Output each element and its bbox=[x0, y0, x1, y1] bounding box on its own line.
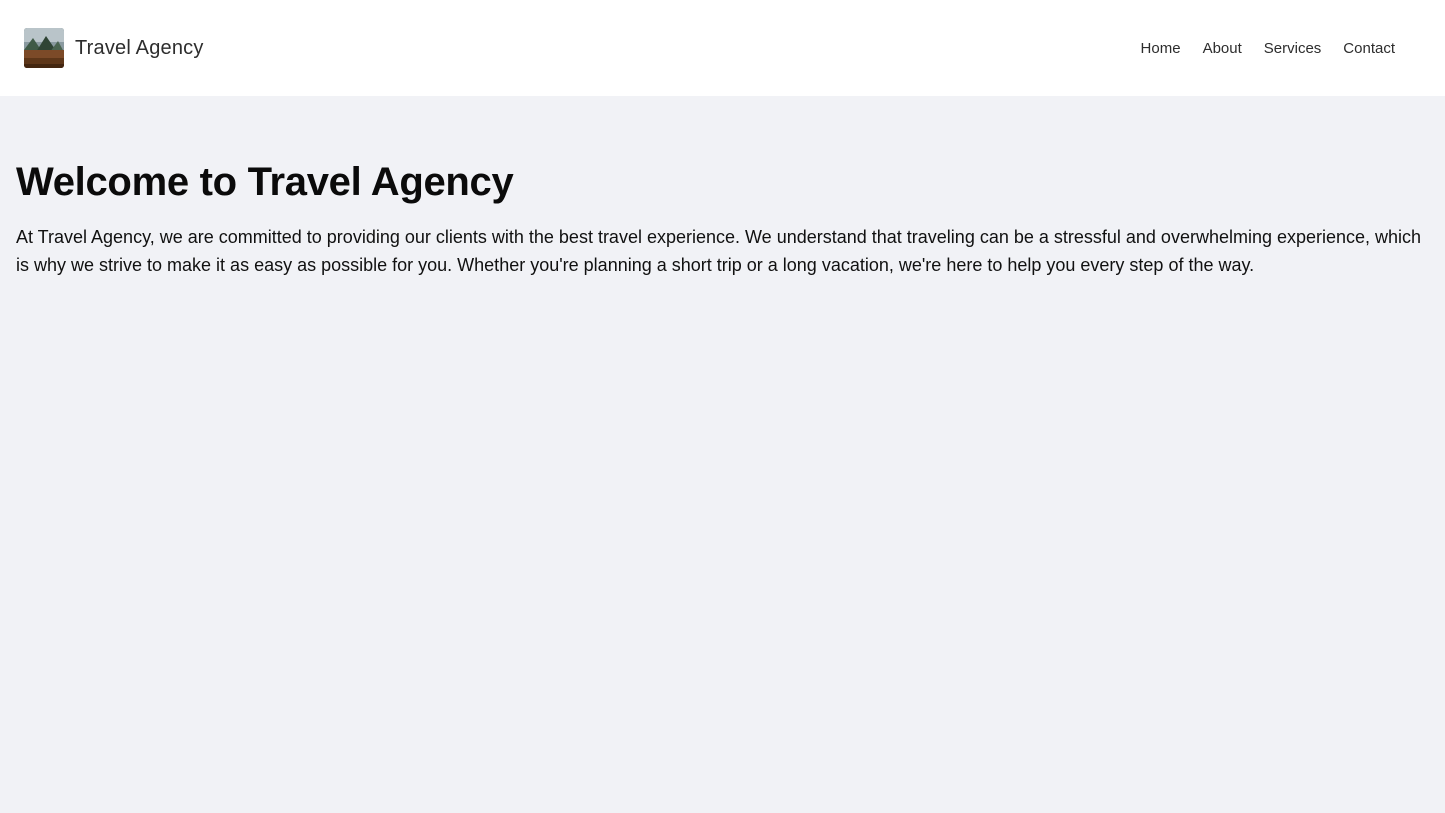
nav-item-contact[interactable]: Contact bbox=[1343, 39, 1395, 57]
page-title: Welcome to Travel Agency bbox=[16, 160, 514, 204]
intro-paragraph: At Travel Agency, we are committed to providing our clients with the best travel experience. We understand that traveling can be a stressful and overwhelming experience, which is why we strive to make it as easy as possible for you. Whether you're planning a short trip or a long vacation, we're here to help you every step of the way. bbox=[16, 226, 1422, 275]
main-content bbox=[0, 96, 1445, 279]
site-header bbox=[0, 0, 1445, 96]
brand[interactable] bbox=[24, 28, 204, 68]
main-nav bbox=[1141, 41, 1421, 56]
mountain-landscape-logo-icon bbox=[24, 28, 64, 68]
nav-item-services[interactable]: Services bbox=[1263, 39, 1322, 57]
brand-title: Travel Agency bbox=[75, 36, 204, 59]
nav-item-about[interactable]: About bbox=[1202, 39, 1242, 57]
nav-item-home[interactable]: Home bbox=[1140, 39, 1181, 57]
